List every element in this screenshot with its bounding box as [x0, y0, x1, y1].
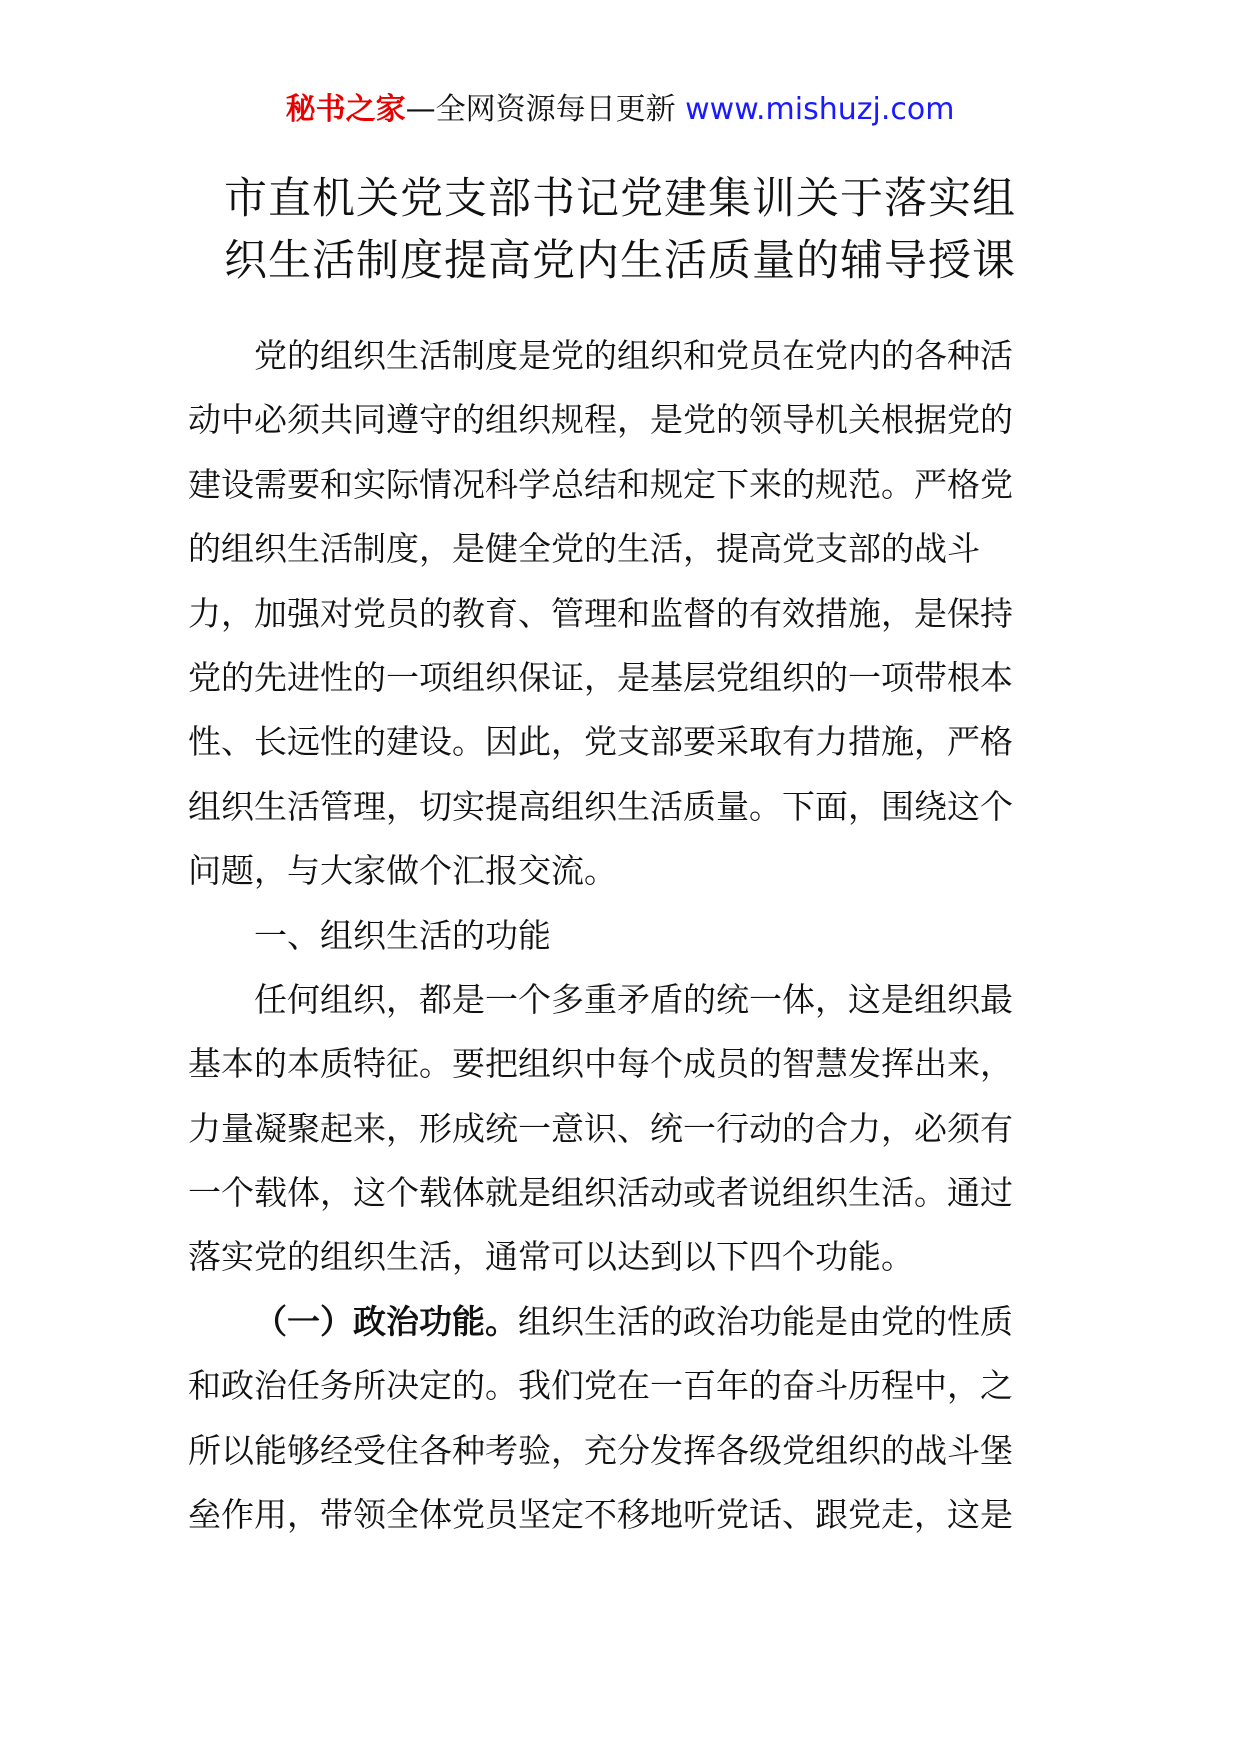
body-line: 建设需要和实际情况科学总结和规定下来的规范。严格党: [188, 464, 1013, 504]
body-line: 所以能够经受住各种考验，充分发挥各级党组织的战斗堡: [188, 1430, 1013, 1470]
title-line: 织生活制度提高党内生活质量的辅导授课: [224, 236, 1016, 286]
body-line: 和政治任务所决定的。我们党在一百年的奋斗历程中，之: [188, 1366, 1013, 1406]
site-header: [0, 88, 1240, 132]
body-line: 性、长远性的建设。因此，党支部要采取有力措施，严格: [188, 722, 1013, 762]
site-url-link[interactable]: www.mishuzj.com: [685, 92, 955, 127]
body-line: 落实党的组织生活，通常可以达到以下四个功能。: [188, 1237, 914, 1277]
body-line: 动中必须共同遵守的组织规程，是党的领导机关根据党的: [188, 400, 1013, 440]
title-line: 市直机关党支部书记党建集训关于落实组: [224, 174, 1016, 224]
sub-heading-bold: （一）政治功能。: [254, 1301, 518, 1341]
body-line: 党的先进性的一项组织保证，是基层党组织的一项带根本: [188, 657, 1013, 697]
body-line: 组织生活管理，切实提高组织生活质量。下面，围绕这个: [188, 786, 1013, 826]
body-line: 任何组织，都是一个多重矛盾的统一体，这是组织最: [254, 979, 1013, 1019]
site-brand: 秘书之家: [285, 92, 406, 127]
site-slogan: —全网资源每日更新: [405, 92, 676, 127]
body-line: 垒作用，带领全体党员坚定不移地听党话、跟党走，这是: [188, 1495, 1013, 1535]
body-line: 力，加强对党员的教育、管理和监督的有效措施，是保持: [188, 593, 1013, 633]
document-title: [190, 168, 1050, 292]
sub-heading-line: [188, 1290, 1054, 1354]
body-line: 党的组织生活制度是党的组织和党员在党内的各种活: [254, 336, 1013, 375]
body-line: 基本的本质特征。要把组织中每个成员的智慧发挥出来，: [188, 1044, 1013, 1084]
body-line: 一个载体，这个载体就是组织活动或者说组织生活。通过: [188, 1173, 1013, 1213]
sub-heading-text: 组织生活的政治功能是由党的性质: [518, 1301, 1013, 1341]
document-body: [188, 324, 1054, 1547]
body-line: 的组织生活制度，是健全党的生活，提高党支部的战斗: [188, 529, 980, 569]
section-heading: 一、组织生活的功能: [254, 915, 551, 955]
body-line: 力量凝聚起来，形成统一意识、统一行动的合力，必须有: [188, 1108, 1013, 1148]
body-line: 问题，与大家做个汇报交流。: [188, 851, 617, 891]
